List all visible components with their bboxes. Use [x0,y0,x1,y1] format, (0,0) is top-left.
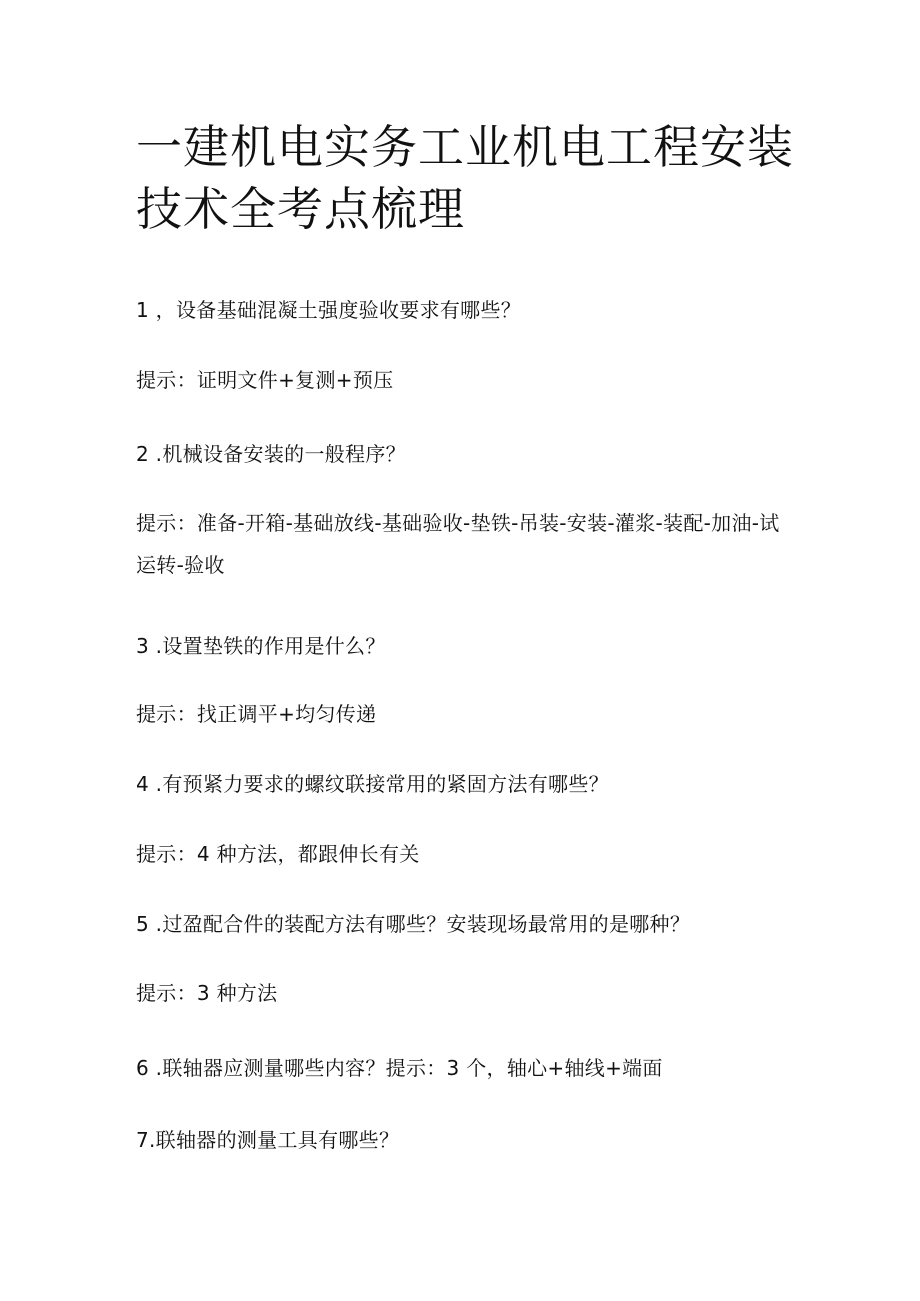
document-title: 一建机电实务工业机电工程安装技术全考点梳理 [136,120,794,236]
hint-5: 提示：3 种方法 [136,981,278,1005]
question-3: 3 .设置垫铁的作用是什么？ [136,634,386,658]
hint-3: 提示：找正调平+均匀传递 [136,702,377,726]
hint-2: 提示：准备-开箱-基础放线-基础验收-垫铁-吊装-安装-灌浆-装配-加油-试运转-验收 [136,511,780,577]
question-1: 1 ，设备基础混凝土强度验收要求有哪些？ [136,298,522,322]
question-7: 7.联轴器的测量工具有哪些？ [136,1128,400,1152]
hint-1: 提示：证明文件+复测+预压 [136,368,394,392]
question-4: 4 .有预紧力要求的螺纹联接常用的紧固方法有哪些？ [136,772,609,796]
question-2: 2 .机械设备安装的一般程序？ [136,442,406,466]
question-6: 6 .联轴器应测量哪些内容？提示：3 个，轴心+轴线+端面 [136,1056,663,1080]
hint-4: 提示：4 种方法，都跟伸长有关 [136,842,420,866]
question-5: 5 .过盈配合件的装配方法有哪些？安装现场最常用的是哪种？ [136,912,691,936]
